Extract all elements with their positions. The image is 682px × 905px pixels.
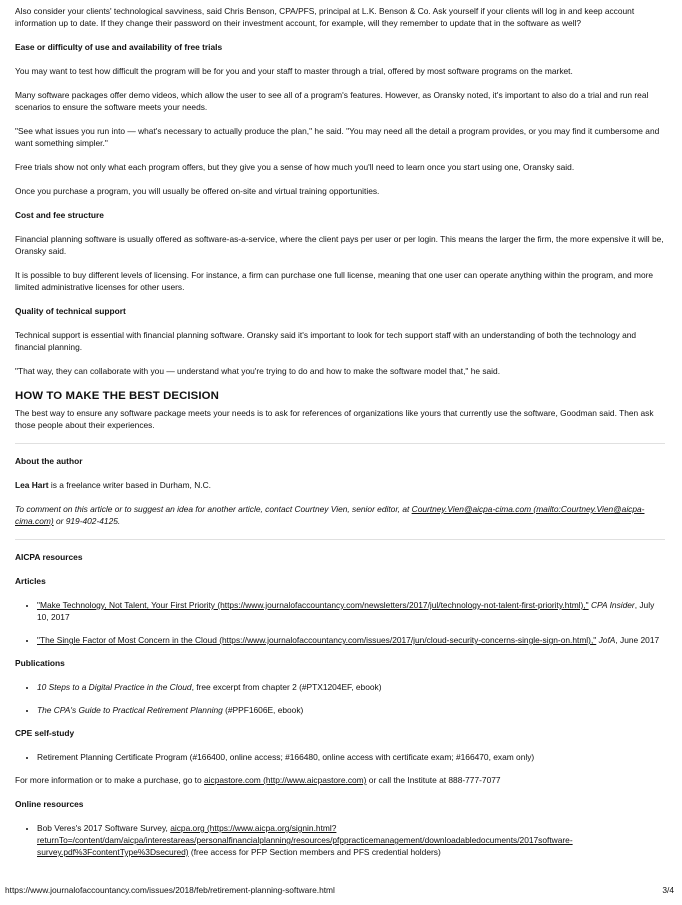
articles-heading: Articles bbox=[15, 576, 46, 586]
publication-detail-2: (#PPF1606E, ebook) bbox=[222, 705, 304, 715]
ease-paragraph-1: You may want to test how difficult the program will be for you and your staff to master through a trial, offered by most software programs on the market. bbox=[15, 66, 573, 76]
article-date-2: , June 2017 bbox=[615, 635, 660, 645]
list-item: • Retirement Planning Certificate Program (#166400, online access; #166480, online access with certificate exam; #166470, exam only) bbox=[37, 751, 665, 763]
support-heading: Quality of technical support bbox=[15, 306, 126, 316]
ease-paragraph-2: Many software packages offer demo videos, which allow the user to see all of a program's features. However, as Oransky noted, it's important to also do a trial and run real scenarios to ensure the software meets your needs. bbox=[15, 90, 649, 112]
document-page bbox=[15, 5, 665, 869]
online-list bbox=[15, 822, 665, 858]
online-item-note: (free access for PFP Section members and PFS credential holders) bbox=[188, 847, 441, 857]
article-date-1: , July 10, 2017 bbox=[37, 600, 655, 622]
ease-paragraph-4: Free trials show not only what each program offers, but they give you a sense of how much you'll need to learn once you start using one, Oransky said. bbox=[15, 162, 575, 172]
publications-heading: Publications bbox=[15, 658, 65, 668]
list-item bbox=[37, 681, 665, 693]
contact-text: To comment on this article or to suggest an idea for another article, contact Courtney Vien, senior editor, at bbox=[15, 504, 412, 514]
list-item bbox=[37, 634, 665, 646]
list-item bbox=[37, 704, 665, 716]
article-link-1[interactable]: "Make Technology, Not Talent, Your First Priority (https://www.journalofaccountancy.com/newsletters/2017/jul/technology-not-talent-first-priority.html)," bbox=[37, 600, 589, 610]
support-paragraph-2: "That way, they can collaborate with you — understand what you're trying to do and how to make the software model that," he said. bbox=[15, 366, 501, 376]
purchase-phone: or call the Institute at 888-777-7077 bbox=[366, 775, 501, 785]
list-item bbox=[37, 822, 665, 858]
divider bbox=[15, 443, 665, 444]
author-contact bbox=[15, 503, 665, 527]
resources-heading: AICPA resources bbox=[15, 552, 83, 562]
article-link-2[interactable]: "The Single Factor of Most Concern in the Cloud (https://www.journalofaccountancy.com/issues/2017/jun/cloud-security-concerns-single-sign-on.html)," bbox=[37, 635, 597, 645]
purchase-text: For more information or to make a purchase, go to bbox=[15, 775, 204, 785]
ease-paragraph-5: Once you purchase a program, you will usually be offered on-site and virtual training opportunities. bbox=[15, 186, 380, 196]
publication-title-2: The CPA's Guide to Practical Retirement Planning bbox=[37, 705, 223, 715]
contact-phone: or 919-402-4125. bbox=[53, 516, 121, 526]
software-survey-link[interactable]: aicpa.org (https://www.aicpa.org/signin.html?returnTo=/content/dam/aicpa/interestareas/personalfinancialplanning/resources/pfppracticemanagement/downloadabledocuments/2017software-survey.pdf%3FcontentType%3Dsecured) bbox=[37, 823, 573, 857]
article-source-2: JofA bbox=[596, 635, 616, 645]
cpe-list bbox=[15, 751, 665, 763]
page-number: 3/4 bbox=[662, 885, 674, 895]
publication-title-1: 10 Steps to a Digital Practice in the Cloud bbox=[37, 682, 192, 692]
author-heading: About the author bbox=[15, 456, 83, 466]
author-bio bbox=[15, 479, 665, 491]
article-source-1: CPA Insider bbox=[588, 600, 635, 610]
ease-heading: Ease or difficulty of use and availability of free trials bbox=[15, 42, 223, 52]
decision-heading: HOW TO MAKE THE BEST DECISION bbox=[15, 390, 219, 402]
online-item-text: Bob Veres's 2017 Software Survey, bbox=[37, 823, 171, 833]
cost-paragraph-1: Financial planning software is usually offered as software-as-a-service, where the client pays per user or per login. This means the larger the firm, the more expensive it will be, Oransky said. bbox=[15, 234, 664, 256]
decision-paragraph: The best way to ensure any software package meets your needs is to ask for references of organizations like yours that currently use the software, Goodman said. Then ask those people about their experiences. bbox=[15, 408, 654, 430]
print-footer bbox=[5, 884, 674, 896]
purchase-info bbox=[15, 774, 665, 786]
author-bio-text: is a freelance writer based in Durham, N.C. bbox=[48, 480, 211, 490]
articles-list bbox=[15, 599, 665, 646]
aicpastore-link[interactable]: aicpastore.com (http://www.aicpastore.com) bbox=[204, 775, 367, 785]
publication-detail-1: , free excerpt from chapter 2 (#PTX1204EF, ebook) bbox=[191, 682, 382, 692]
cost-heading: Cost and fee structure bbox=[15, 210, 104, 220]
divider bbox=[15, 539, 665, 540]
publications-list bbox=[15, 681, 665, 716]
cpe-heading: CPE self-study bbox=[15, 728, 75, 738]
list-item bbox=[37, 599, 665, 623]
online-heading: Online resources bbox=[15, 799, 84, 809]
author-name: Lea Hart bbox=[15, 480, 49, 490]
intro-paragraph: Also consider your clients' technological savviness, said Chris Benson, CPA/PFS, principal at L.K. Benson & Co. Ask yourself if your clients will log in and keep account information up to date. If they change their password on their investment account, for example, will they remember to update that in the software as well? bbox=[15, 6, 635, 28]
page-url: https://www.journalofaccountancy.com/issues/2018/feb/retirement-planning-software.html bbox=[5, 885, 335, 895]
ease-paragraph-3: "See what issues you run into — what's necessary to actually produce the plan," he said. "You may need all the detail a program provides, or you may find it cumbersome and want something simpler." bbox=[15, 126, 660, 148]
support-paragraph-1: Technical support is essential with financial planning software. Oransky said it's important to look for tech support staff with an understanding of both the technology and financial planning. bbox=[15, 330, 637, 352]
author-email-link[interactable]: Courtney.Vien@aicpa-cima.com (mailto:Courtney.Vien@aicpa-cima.com) bbox=[15, 504, 645, 526]
cost-paragraph-2: It is possible to buy different levels of licensing. For instance, a firm can purchase one full license, meaning that one user can operate anything within the program, and more limited administrative licenses for other users. bbox=[15, 270, 654, 292]
